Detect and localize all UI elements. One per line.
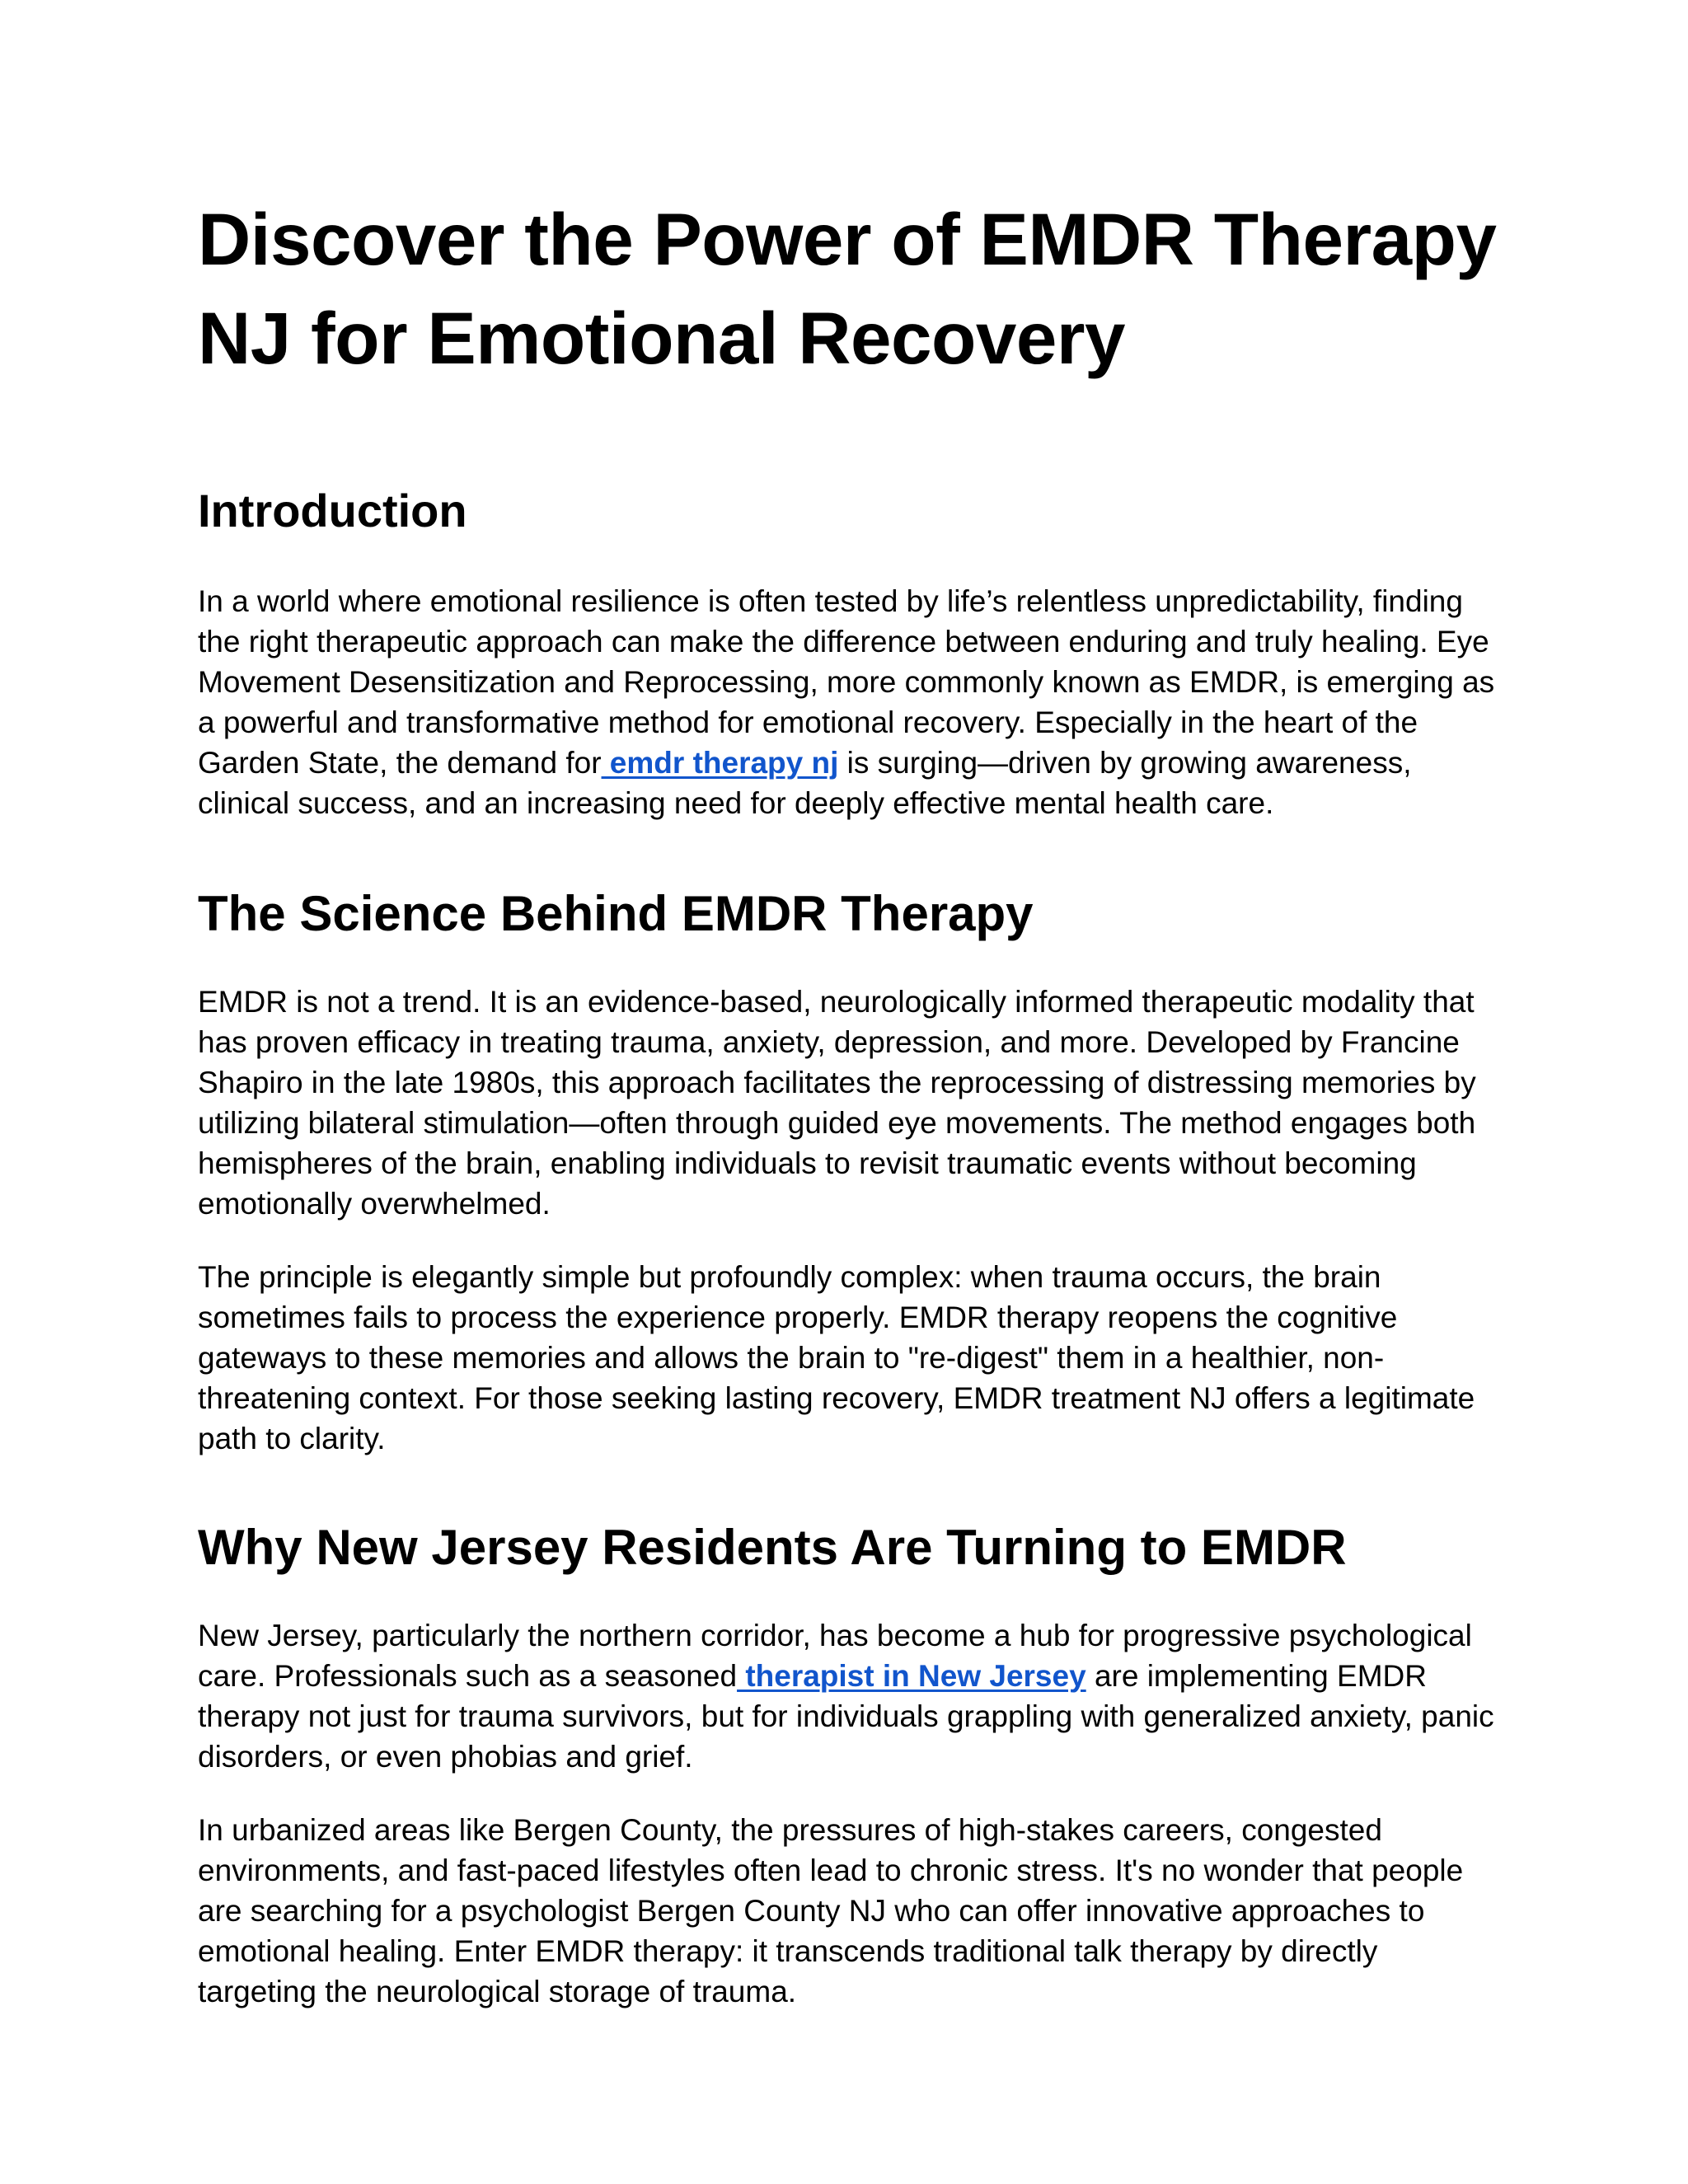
science-paragraph-1: EMDR is not a trend. It is an evidence-based, neurologically informed therapeutic modality that has proven efficacy in treating trauma, anxiety, depression, and more. Developed by Francine Shapiro in the late 1980s, this approach facilitates the reprocessing of distressing memories by utilizing bilateral stimulation—often through guided eye movements. The method engages both hemispheres of the brain, enabling individuals to revisit traumatic events without becoming emotionally overwhelmed.: [198, 985, 1476, 1221]
section-heading-science: The Science Behind EMDR Therapy: [198, 886, 1034, 941]
intro-paragraph: [198, 581, 1500, 823]
page-title: Discover the Power of EMDR Therapy NJ for Emotional Recovery: [198, 198, 1497, 379]
therapist-in-new-jersey-link[interactable]: therapist in New Jersey: [737, 1659, 1086, 1693]
intro-text-after-link: is surging—driven by growing awareness, clinical success, and an increasing need for deeply effective mental health care.: [198, 746, 1412, 820]
nj-text-before-link: New Jersey, particularly the northern corridor, has become a hub for progressive psychological care. Professionals such as a seasoned: [198, 1619, 1472, 1693]
intro-text-before-link: In a world where emotional resilience is often tested by life’s relentless unpredictability, finding the right therapeutic approach can make the difference between enduring and truly healing. Eye Movement Desensitization and Reprocessing, more commonly known as EMDR, is emerging as a powerful and transformative method for emotional recovery. Especially in the heart of the Garden State, the demand for: [198, 584, 1495, 780]
nj-text-after-link: are implementing EMDR therapy not just for trauma survivors, but for individuals grappling with generalized anxiety, panic disorders, or even phobias and grief.: [198, 1659, 1494, 1774]
science-paragraph-2: The principle is elegantly simple but profoundly complex: when trauma occurs, the brain sometimes fails to process the experience properly. EMDR therapy reopens the cognitive gateways to these memories and allows the brain to "re-digest" them in a healthier, non-threatening context. For those seeking lasting recovery, EMDR treatment NJ offers a legitimate path to clarity.: [198, 1260, 1475, 1455]
section-heading-introduction: Introduction: [198, 485, 467, 537]
new-jersey-paragraph-1: [198, 1615, 1500, 1777]
document-body: [198, 190, 1500, 2012]
emdr-therapy-nj-link[interactable]: emdr therapy nj: [601, 746, 839, 780]
new-jersey-paragraph-2: In urbanized areas like Bergen County, the pressures of high-stakes careers, congested environments, and fast-paced lifestyles often lead to chronic stress. It's no wonder that people are searching for a psychologist Bergen County NJ who can offer innovative approaches to emotional healing. Enter EMDR therapy: it transcends traditional talk therapy by directly targeting the neurological storage of trauma.: [198, 1813, 1464, 2008]
section-heading-new-jersey: Why New Jersey Residents Are Turning to EMDR: [198, 1520, 1347, 1575]
